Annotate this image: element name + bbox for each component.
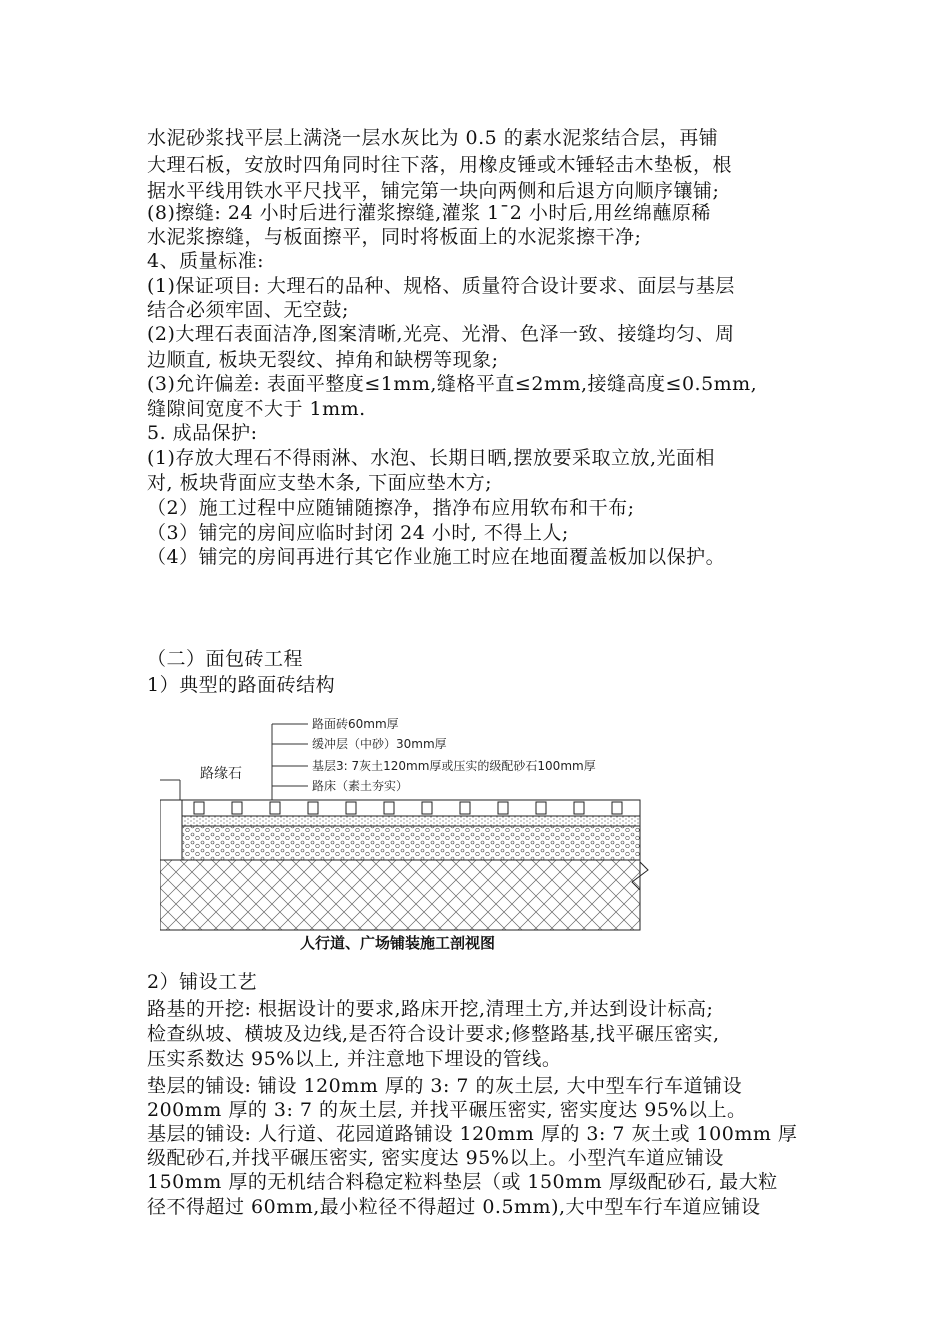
- subgrade-layer: [160, 860, 640, 930]
- subsection-heading: 1）典型的路面砖结构: [147, 674, 336, 696]
- pavement-section-figure: [160, 712, 660, 957]
- subsection-heading: 2）铺设工艺: [147, 971, 258, 993]
- paragraph-line: (3)允许偏差: 表面平整度≤1mm,缝格平直≤2mm,接缝高度≤0.5mm,: [147, 373, 758, 395]
- base-layer: [182, 826, 640, 860]
- paragraph-line: 路基的开挖: 根据设计的要求,路床开挖,清理土方,并达到设计标高;: [147, 998, 714, 1020]
- paragraph-line: 大理石板，安放时四角同时往下落，用橡皮锤或木锤轻击木垫板，根: [147, 154, 733, 176]
- paragraph-line: (1)存放大理石不得雨淋、水泡、长期日晒,摆放要采取立放,光面相: [147, 447, 715, 469]
- layer-label-cushion: 缓冲层（中砂）30mm厚: [312, 737, 447, 751]
- paragraph-line: (1)保证项目: 大理石的品种、规格、质量符合设计要求、面层与基层: [147, 275, 735, 297]
- section-heading: 5. 成品保护:: [147, 422, 258, 444]
- paragraph-line: (8)擦缝: 24 小时后进行灌浆擦缝,灌浆 1¯2 小时后,用丝绵蘸原稀: [147, 202, 711, 224]
- paragraph-line: 边顺直, 板块无裂纹、掉角和缺楞等现象;: [147, 349, 499, 371]
- cushion-layer: [182, 816, 640, 826]
- paragraph-line: （4）铺完的房间再进行其它作业施工时应在地面覆盖板加以保护。: [147, 546, 726, 568]
- paragraph-line: (2)大理石表面洁净,图案清晰,光亮、光滑、色泽一致、接缝均匀、周: [147, 323, 735, 345]
- paragraph-line: 水泥浆擦缝，与板面擦平，同时将板面上的水泥浆擦干净;: [147, 226, 642, 248]
- paragraph-line: （2）施工过程中应随铺随擦净，揩净布应用软布和干布;: [147, 497, 635, 519]
- section-heading: （二）面包砖工程: [147, 648, 304, 670]
- figure-caption: 人行道、广场铺装施工剖视图: [300, 934, 496, 952]
- pavement-section-diagram: [160, 712, 660, 957]
- paragraph-line: 对, 板块背面应支垫木条, 下面应垫木方;: [147, 472, 493, 494]
- paragraph-line: 基层的铺设: 人行道、花园道路铺设 120mm 厚的 3: 7 灰土或 100mm 厚: [147, 1123, 798, 1145]
- paragraph-line: 据水平线用铁水平尺找平，铺完第一块向两侧和后退方向顺序镶铺;: [147, 180, 720, 202]
- paragraph-line: （3）铺完的房间应临时封闭 24 小时, 不得上人;: [147, 522, 569, 544]
- paragraph-line: 径不得超过 60mm,最小粒径不得超过 0.5mm),大中型车行车道应铺设: [147, 1196, 761, 1218]
- paragraph-line: 缝隙间宽度不大于 1mm.: [147, 398, 366, 420]
- paragraph-line: 水泥砂浆找平层上满浇一层水灰比为 0.5 的素水泥浆结合层，再铺: [147, 127, 719, 149]
- paragraph-line: 压实系数达 95%以上, 并注意地下埋设的管线。: [147, 1048, 562, 1070]
- section-heading: 4、质量标准:: [147, 250, 264, 272]
- curb-label: 路缘石: [200, 766, 242, 782]
- layer-label-paver: 路面砖60mm厚: [312, 717, 399, 731]
- paragraph-line: 150mm 厚的无机结合料稳定粒料垫层（或 150mm 厚级配砂石, 最大粒: [147, 1171, 778, 1193]
- layer-label-base: 基层3: 7灰土120mm厚或压实的级配砂石100mm厚: [312, 759, 596, 773]
- paragraph-line: 垫层的铺设: 铺设 120mm 厚的 3: 7 的灰土层, 大中型车行车道铺设: [147, 1075, 743, 1097]
- paragraph-line: 检查纵坡、横坡及边线,是否符合设计要求;修整路基,找平碾压密实,: [147, 1023, 720, 1045]
- curb-stone: [160, 800, 182, 860]
- paragraph-line: 结合必须牢固、无空鼓;: [147, 299, 349, 321]
- paver-layer: [182, 800, 640, 816]
- paragraph-line: 级配砂石,并找平碾压密实, 密实度达 95%以上。小型汽车道应铺设: [147, 1147, 724, 1169]
- paragraph-line: 200mm 厚的 3: 7 的灰土层, 并找平碾压密实, 密实度达 95%以上。: [147, 1099, 747, 1121]
- layer-label-subgrade: 路床（素土夯实）: [312, 779, 409, 793]
